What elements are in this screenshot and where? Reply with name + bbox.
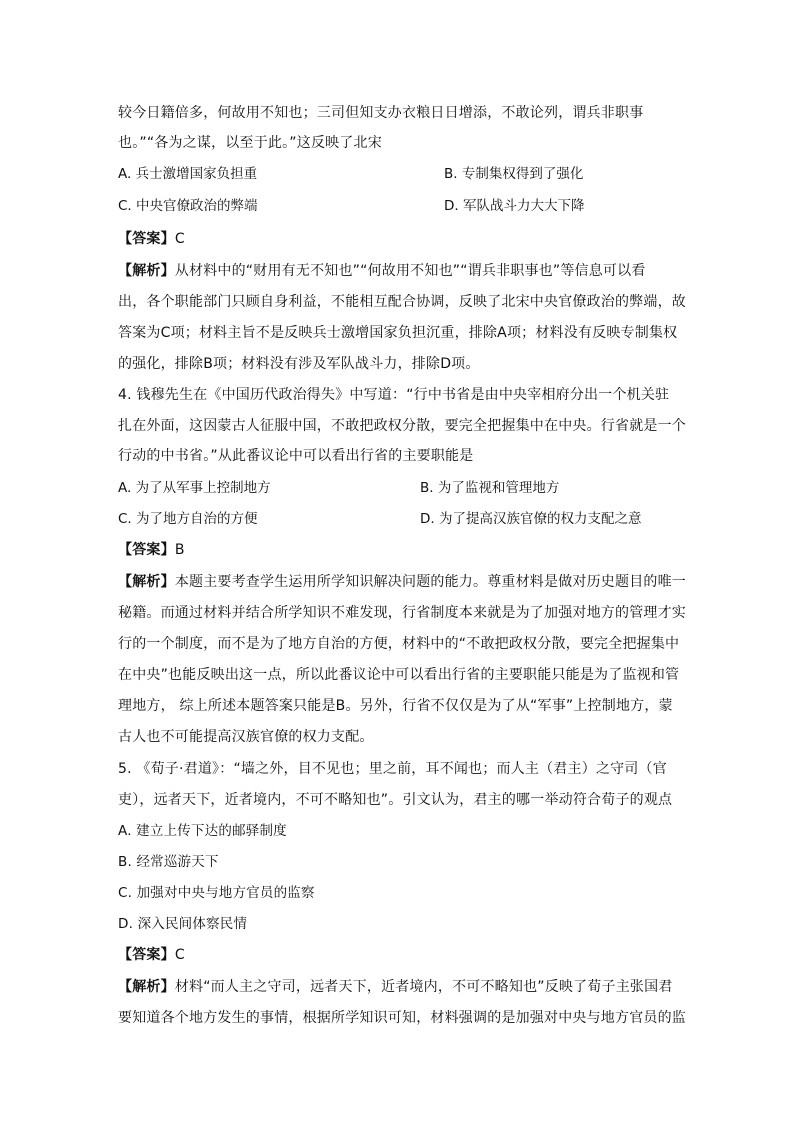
analysis-label: 【解析】: [118, 263, 175, 279]
q3-analysis-line: 的强化，排除B项；材料没有涉及军队战斗力，排除D项。: [118, 356, 480, 372]
q3-option-d: D. 军队战斗力大大下降: [444, 198, 585, 214]
q3-stem-line: 较今日籍倍多，何故用不知也；三司但知支办衣粮日日增添，不敢论列，谓兵非职事: [118, 105, 644, 121]
analysis-label: 【解析】: [118, 979, 175, 995]
answer-label: 【答案】: [118, 231, 175, 247]
q5-option-a: A. 建立上传下达的邮驿制度: [118, 823, 287, 839]
answer-value: C: [174, 947, 185, 963]
answer-label: 【答案】: [118, 947, 175, 963]
analysis-text: 从材料中的“财用有无不知也”“何故用不知也”“谓兵非职事也”等信息可以看: [174, 263, 646, 279]
q4-option-c: C. 为了地方自治的方便: [118, 511, 258, 527]
q3-analysis-line: [118, 261, 678, 281]
answer-label: 【答案】: [118, 542, 175, 558]
q5-option-b: B. 经常巡游天下: [118, 854, 219, 870]
q4-option-b: B. 为了监视和管理地方: [420, 480, 560, 496]
q5-option-c: C. 加强对中央与地方官员的监察: [118, 885, 315, 901]
q4-stem-line: 行动的中书省。”从此番议论中可以看出行省的主要职能是: [118, 448, 474, 464]
analysis-text: 材料“而人主之守司，远者天下，近者境内，不可不略知也”反映了荀子主张国君: [174, 979, 673, 995]
analysis-label: 【解析】: [118, 574, 175, 590]
analysis-text: 本题主要考查学生运用所学知识解决问题的能力。尊重材料是做对历史题目的唯一: [174, 574, 687, 590]
q5-stem-line: 5. 《荀子·君道》：“墙之外，目不见也；里之前，耳不闻也；而人主（君主）之守司（官: [118, 761, 667, 777]
q4-analysis-line: 古人也不可能提高汉族官僚的权力支配。: [118, 729, 374, 745]
q4-stem-line: 4. 钱穆先生在《中国历代政治得失》中写道：“行中书省是由中央宰相府分出一个机关驻: [118, 387, 670, 403]
q4-analysis-line: 理地方， 综上所述本题答案只能是B。另外，行省不仅仅是为了从“军事”上控制地方，蒙: [118, 698, 673, 714]
answer-value: C: [174, 231, 185, 247]
q3-option-b: B. 专制集权得到了强化: [444, 166, 584, 182]
q3-stem-line: 也。”“各为之谋，以至于此。”这反映了北宋: [118, 135, 382, 151]
q5-analysis-line: [118, 977, 678, 997]
q4-answer: [118, 540, 678, 560]
q4-option-a: A. 为了从军事上控制地方: [118, 480, 271, 496]
q3-option-a: A. 兵士激增国家负担重: [118, 166, 258, 182]
q3-analysis-line: 答案为C项；材料主旨不是反映兵士激增国家负担沉重，排除A项；材料没有反映专制集权: [118, 325, 678, 341]
answer-value: B: [174, 542, 185, 558]
q4-analysis-line: 行的一个制度，而不是为了地方自治的方便，材料中的“不敢把政权分散，要完全把握集中: [118, 636, 680, 652]
q4-analysis-line: 在中央”也能反映出这一点，所以此番议论中可以看出行省的主要职能只能是为了监视和管: [118, 667, 680, 683]
q4-option-d: D. 为了提高汉族官僚的权力支配之意: [420, 511, 642, 527]
q5-option-d: D. 深入民间体察民情: [118, 916, 248, 932]
q4-analysis-line: 秘籍。而通过材料并结合所学知识不难发现，行省制度本来就是为了加强对地方的管理才实: [118, 605, 686, 621]
q3-answer: [118, 229, 678, 249]
q5-stem-line: 吏），远者天下，近者境内，不可不略知也”。引文认为，君主的哪一举动符合荀子的观点: [118, 792, 673, 808]
q4-stem-line: 扎在外面，这因蒙古人征服中国，不敢把政权分散，要完全把握集中在中央。行省就是一个: [118, 418, 686, 434]
q3-analysis-line: 出，各个职能部门只顾自身利益，不能相互配合协调，反映了北宋中央官僚政治的弊端，故: [118, 294, 686, 310]
q4-analysis-line: [118, 572, 687, 592]
q5-analysis-line: 要知道各个地方发生的事情，根据所学知识可知，材料强调的是加强对中央与地方官员的监: [118, 1010, 686, 1026]
q3-option-c: C. 中央官僚政治的弊端: [118, 198, 258, 214]
q5-answer: [118, 945, 678, 965]
